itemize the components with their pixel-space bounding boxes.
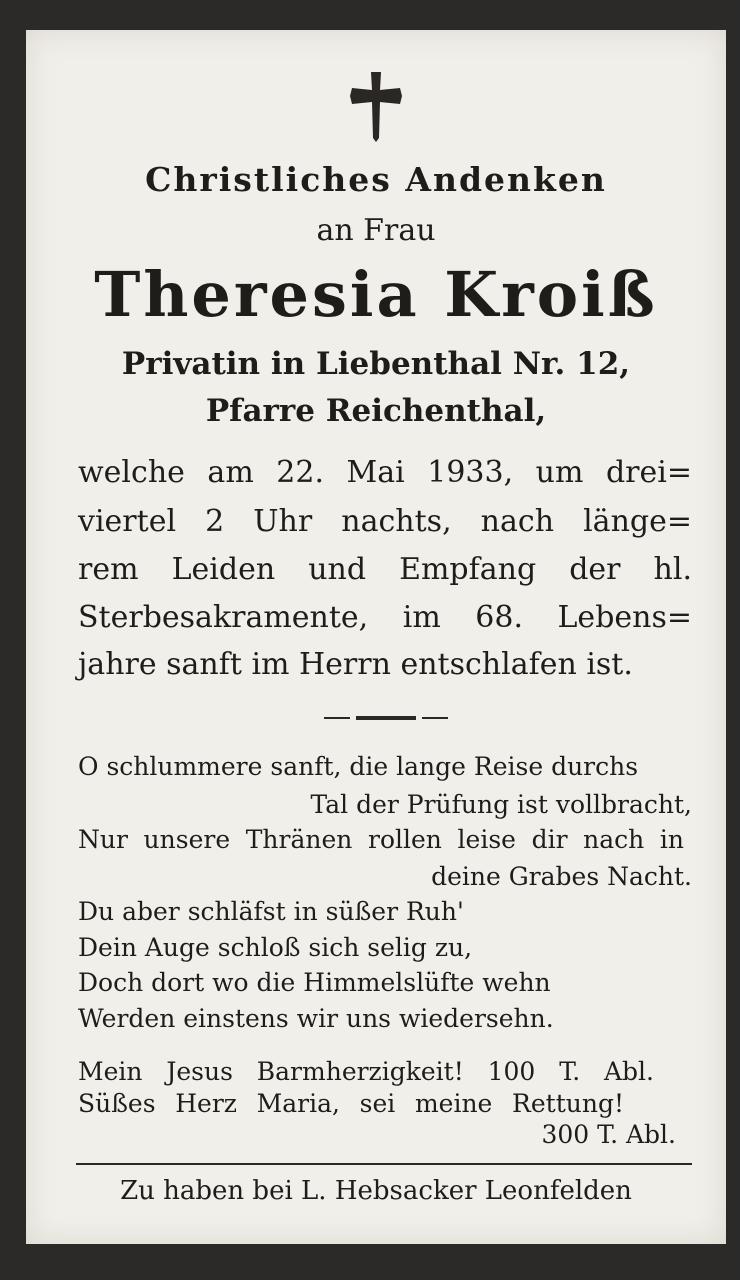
death-notice-line: viertel 2 Uhr nachts, nach länge= — [78, 504, 692, 539]
indulgence-line: Mein Jesus Barmherzigkeit! 100 T. Abl. — [78, 1057, 654, 1086]
indulgence-line: Süßes Herz Maria, sei meine Rettung! — [78, 1089, 624, 1118]
death-notice-line: Sterbesakramente, im 68. Lebens= — [78, 600, 692, 635]
ornamental-divider — [324, 714, 448, 722]
card-subtitle: an Frau — [316, 213, 436, 248]
card-title: Christliches Andenken — [145, 160, 607, 199]
memorial-card — [26, 30, 726, 1244]
poem-line: Werden einstens wir uns wiedersehn. — [78, 1004, 554, 1033]
publisher-footer: Zu haben bei L. Hebsacker Leonfelden — [120, 1176, 632, 1206]
deceased-name: Theresia Kroiß — [94, 258, 658, 331]
death-notice-line: rem Leiden und Empfang der hl. — [78, 552, 692, 587]
parish-line: Pfarre Reichenthal, — [205, 393, 547, 429]
poem-line: O schlummere sanft, die lange Reise durchs — [78, 752, 639, 781]
poem-line: deine Grabes Nacht. — [431, 862, 692, 891]
footer-rule — [76, 1163, 692, 1165]
status-line: Privatin in Liebenthal Nr. 12, — [121, 346, 631, 382]
latin-cross-icon — [348, 70, 404, 142]
indulgence-line: 300 T. Abl. — [541, 1120, 676, 1149]
poem-line: Doch dort wo die Himmelslüfte wehn — [78, 968, 551, 997]
death-notice-line: jahre sanft im Herrn entschlafen ist. — [78, 647, 633, 682]
poem-line: Du aber schläfst in süßer Ruh' — [78, 897, 464, 926]
poem-line: Dein Auge schloß sich selig zu, — [78, 933, 473, 962]
death-notice-line: welche am 22. Mai 1933, um drei= — [78, 455, 692, 490]
poem-line: Tal der Prüfung ist vollbracht, — [310, 790, 692, 819]
poem-line: Nur unsere Thränen rollen leise dir nach in — [78, 825, 684, 854]
